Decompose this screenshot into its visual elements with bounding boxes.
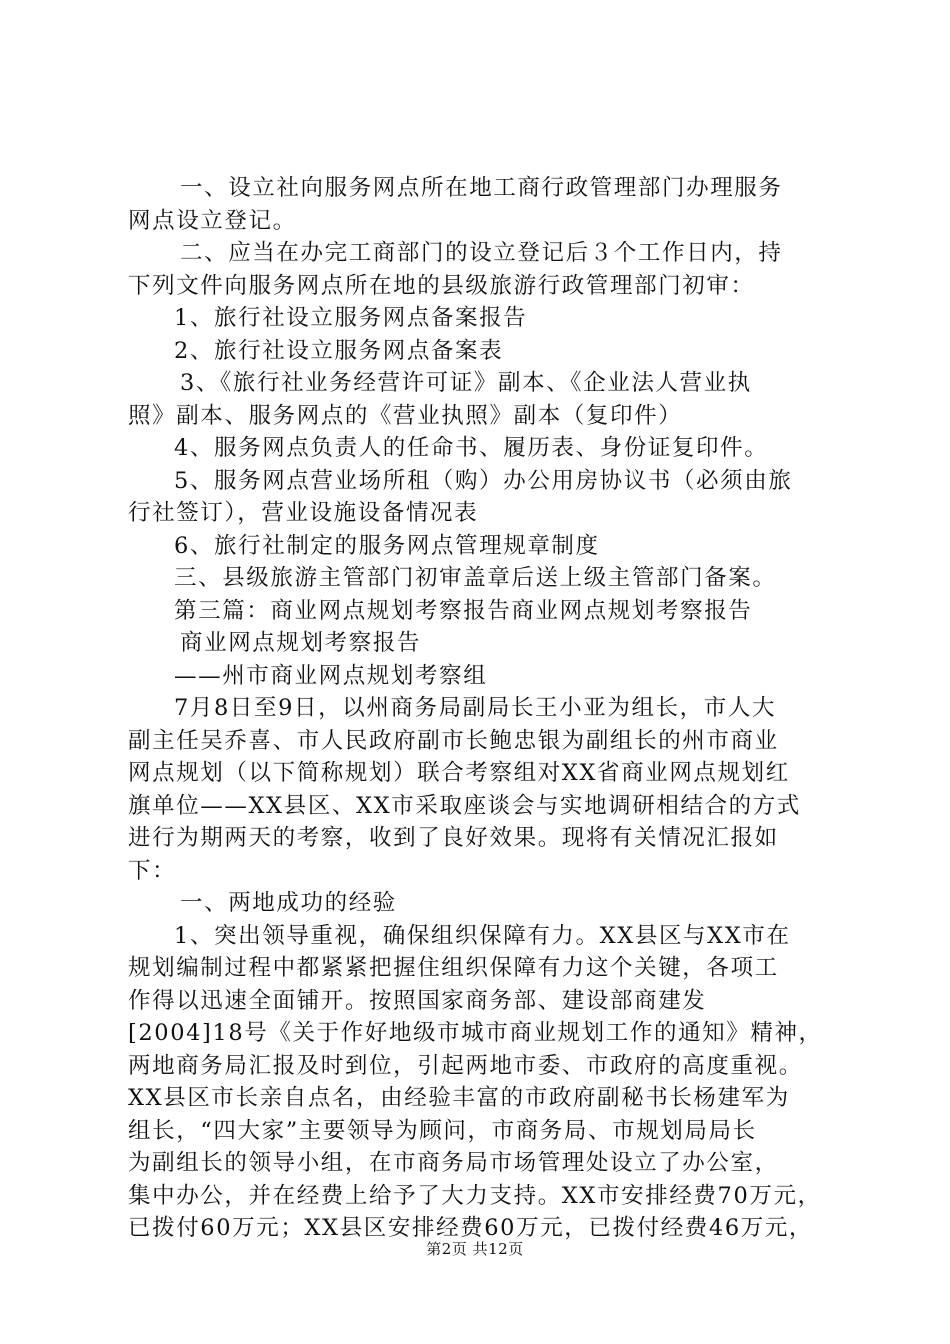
text-line: 一、设立社向服务网点所在地工商行政管理部门办理服务	[180, 175, 783, 201]
text-line: 作得以迅速全面铺开。按照国家商务部、建设部商建发	[128, 987, 707, 1014]
text-line: 网点设立登记。	[128, 207, 297, 234]
text-line: 二、应当在办完工商部门的设立登记后３个工作日内，持	[180, 240, 783, 266]
text-line: 2、旅行社设立服务网点备案表	[174, 337, 504, 364]
text-line: 一、两地成功的经验	[180, 890, 397, 916]
text-line: 已拨付60万元；XX县区安排经费60万元，已拨付经费46万元，	[128, 1215, 814, 1241]
text-line: XX县区市长亲自点名，由经验丰富的市政府副秘书长杨建军为	[128, 1085, 790, 1111]
text-line: 1、突出领导重视，确保组织保障有力。XX县区与XX市在	[174, 922, 791, 949]
text-line: 下列文件向服务网点所在地的县级旅游行政管理部门初审：	[128, 272, 755, 299]
text-line: 3、《旅行社业务经营许可证》副本、《企业法人营业执	[180, 370, 752, 396]
text-line: 下：	[128, 857, 177, 884]
text-line: 5、服务网点营业场所租（购）办公用房协议书（必须由旅	[174, 467, 793, 494]
text-line: 规划编制过程中都紧紧把握住组织保障有力这个关键，各项工	[128, 955, 779, 981]
text-line: 商业网点规划考察报告	[180, 630, 422, 656]
text-line: 行社签订），营业设施设备情况表	[128, 500, 479, 526]
text-line: 三、县级旅游主管部门初审盖章后送上级主管部门备案。	[174, 565, 777, 591]
text-line: 进行为期两天的考察，收到了良好效果。现将有关情况汇报如	[128, 825, 779, 851]
text-line: ——州市商业网点规划考察组	[174, 662, 488, 689]
text-line: 1、旅行社设立服务网点备案报告	[174, 305, 528, 331]
text-line: 组长，“四大家”主要领导为顾问，市商务局、市规划局局长	[128, 1117, 757, 1144]
text-line: 照》副本、服务网点的《营业执照》副本（复印件）	[128, 402, 683, 429]
text-line: 集中办公，并在经费上给予了大力支持。XX市安排经费70万元，	[128, 1182, 822, 1209]
text-line: 7月8日至9日，以州商务局副局长王小亚为组长，市人大	[174, 695, 777, 721]
text-line: 网点规划（以下简称规划）联合考察组对XX省商业网点规划红	[128, 760, 790, 786]
text-line: 6、旅行社制定的服务网点管理规章制度	[174, 532, 600, 559]
text-line: 两地商务局汇报及时到位，引起两地市委、市政府的高度重视。	[128, 1052, 803, 1079]
text-line: 副主任吴乔喜、市人民政府副市长鲍忠银为副组长的州市商业	[128, 727, 779, 754]
text-line: 4、服务网点负责人的任命书、履历表、身份证复印件。	[174, 435, 769, 461]
text-line: [2004]18号《关于作好地级市城市商业规划工作的通知》精神，	[128, 1020, 823, 1046]
text-line: 旗单位——XX县区、XX市采取座谈会与实地调研相结合的方式	[128, 792, 801, 819]
document-body	[128, 172, 828, 1245]
text-line: 为副组长的领导小组，在市商务局市场管理处设立了办公室，	[128, 1150, 779, 1176]
text-line: 第三篇：商业网点规划考察报告商业网点规划考察报告	[174, 597, 753, 624]
page-footer: 第2页 共12页	[426, 1240, 524, 1258]
